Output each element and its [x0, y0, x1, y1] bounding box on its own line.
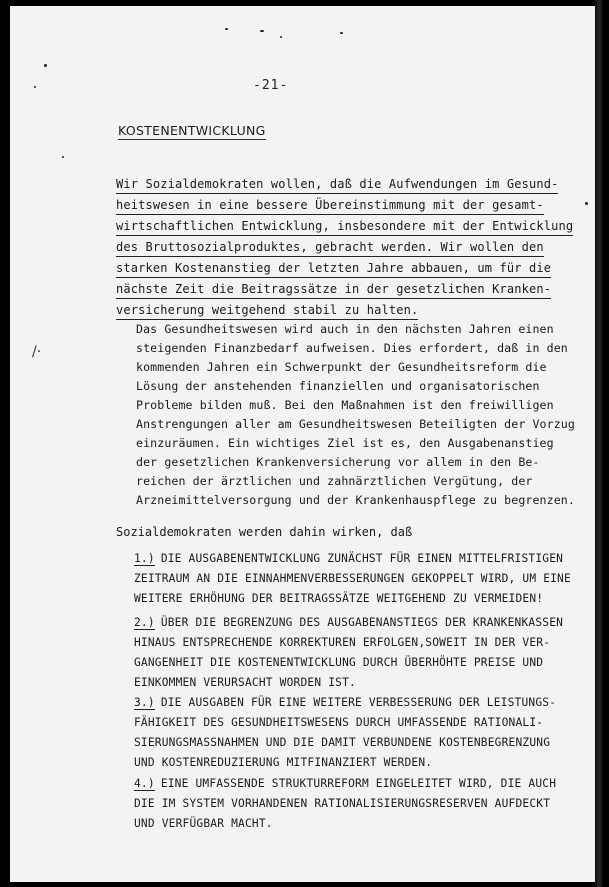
- point-text: EINE UMFASSENDE STRUKTURREFORM EINGELEITET WIRD, DIE AUCH: [160, 777, 557, 790]
- intro-line: des Bruttosozialproduktes, gebracht werden. Wir wollen den: [116, 240, 544, 254]
- body-line: der gesetzlichen Krankenversicherung vor allem in den Be-: [136, 455, 540, 469]
- scan-speck: [260, 30, 264, 32]
- lead-sentence: Sozialdemokraten werden dahin wirken, daß: [116, 525, 413, 539]
- scan-speck: [44, 64, 47, 67]
- point-text: DIE AUSGABEN FÜR EINE WEITERE VERBESSERUNG DER LEISTUNGS-: [160, 696, 557, 709]
- point-text: ÜBER DIE BEGRENZUNG DES AUSGABENANSTIEGS DER KRANKENKASSEN: [160, 616, 564, 629]
- point-line: EINKOMMEN VERURSACHT WORDEN IST.: [134, 676, 356, 689]
- intro-line: versicherung weitgehend stabil zu halten.: [116, 303, 419, 317]
- body-line: einzuräumen. Ein wichtiges Ziel ist es, den Ausgabenanstieg: [136, 436, 554, 450]
- document-page: [10, 6, 595, 882]
- body-line: Anstrengungen aller am Gesundheitswesen Beteiligten der Vorzug: [136, 417, 575, 431]
- intro-line: starken Kostenanstieg der letzten Jahre abbauen, um für die: [116, 261, 552, 275]
- point-line: [134, 696, 556, 710]
- point-number: 4.): [134, 777, 155, 790]
- point-number: 3.): [134, 696, 155, 709]
- section-heading: KOSTENENTWICKLUNG: [118, 123, 266, 138]
- body-line: Lösung der anstehenden finanziellen und organisatorischen: [136, 379, 540, 393]
- scan-edge: [595, 0, 603, 887]
- body-line: reichen der ärztlichen und zahnärztlichen Vergütung, der: [136, 474, 533, 488]
- scan-speck: [280, 36, 282, 38]
- intro-line: heitswesen in eine bessere Übereinstimmung mit der gesamt-: [116, 198, 544, 212]
- point-line: [134, 777, 556, 791]
- scan-speck: [34, 86, 36, 88]
- body-line: Das Gesundheitswesen wird auch in den nächsten Jahren einen: [136, 322, 554, 336]
- scan-speck: [225, 28, 228, 30]
- point-line: DIE IM SYSTEM VORHANDENEN RATIONALISIERUNGSRESERVEN AUFDECKT: [134, 797, 551, 810]
- point-line: SIERUNGSMASSNAHMEN UND DIE DAMIT VERBUNDENE KOSTENBEGRENZUNG: [134, 736, 551, 749]
- body-line: steigenden Finanzbedarf aufweisen. Dies erfordert, daß in den: [136, 341, 568, 355]
- body-line: Arzneimittelversorgung und der Krankenhauspflege zu begrenzen.: [136, 493, 575, 507]
- page-number: -21-: [253, 78, 289, 93]
- margin-mark: /·: [32, 344, 42, 360]
- body-line: kommenden Jahren ein Schwerpunkt der Gesundheitsreform die: [136, 360, 547, 374]
- point-line: UND KOSTENREDUZIERUNG MITFINANZIERT WERDEN.: [134, 756, 433, 769]
- point-line: WEITERE ERHÖHUNG DER BEITRAGSSÄTZE WEITGEHEND ZU VERMEIDEN!: [134, 592, 544, 605]
- point-text: DIE AUSGABENENTWICKLUNG ZUNÄCHST FÜR EINEN MITTELFRISTIGEN: [160, 552, 564, 565]
- point-line: [134, 616, 563, 630]
- point-line: GANGENHEIT DIE KOSTENENTWICKLUNG DURCH ÜBERHÖHTE PREISE UND: [134, 656, 544, 669]
- body-line: Probleme bilden muß. Bei den Maßnahmen ist den freiwilligen: [136, 398, 554, 412]
- intro-line: nächste Zeit die Beitragssätze in der gesetzlichen Kranken-: [116, 282, 552, 296]
- scan-speck: [340, 32, 343, 34]
- intro-line: wirtschaftlichen Entwicklung, insbesondere mit der Entwicklung: [116, 219, 574, 233]
- point-number: 2.): [134, 616, 155, 629]
- point-number: 1.): [134, 552, 155, 565]
- point-line: [134, 552, 563, 566]
- point-line: ZEITRAUM AN DIE EINNAHMENVERBESSERUNGEN GEKOPPELT WIRD, UM EINE: [134, 572, 571, 585]
- intro-line: Wir Sozialdemokraten wollen, daß die Aufwendungen im Gesund-: [116, 177, 559, 191]
- point-line: FÄHIGKEIT DES GESUNDHEITSWESENS DURCH UMFASSENDE RATIONALI-: [134, 716, 544, 729]
- point-line: UND VERFÜGBAR MACHT.: [134, 817, 273, 830]
- point-line: HINAUS ENTSPRECHENDE KORREKTUREN ERFOLGEN,SOWEIT IN DER VER-: [134, 636, 551, 649]
- scan-speck: [62, 156, 64, 158]
- scan-speck: [585, 202, 588, 205]
